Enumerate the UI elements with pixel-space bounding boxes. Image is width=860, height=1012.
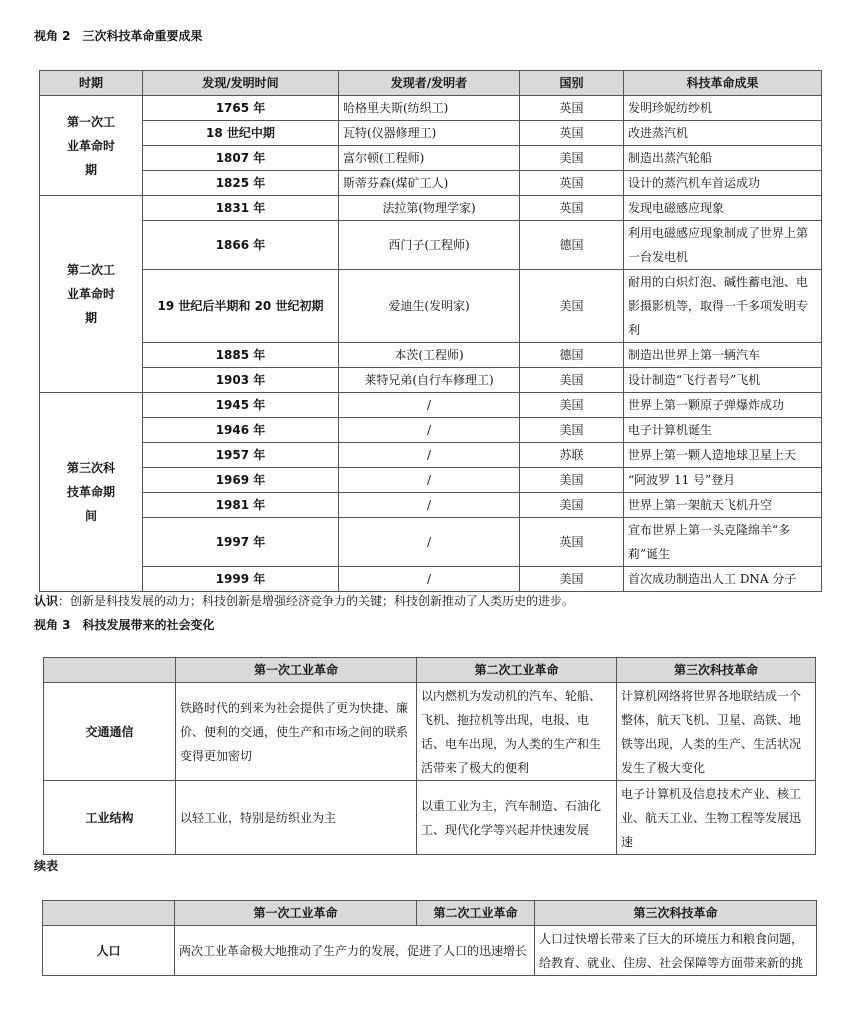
time-cell: 1981 年	[143, 493, 339, 518]
table-row	[40, 567, 822, 592]
time-cell: 1765 年	[143, 96, 339, 121]
table-row	[40, 443, 822, 468]
table-row	[40, 493, 822, 518]
country-cell: 英国	[520, 171, 624, 196]
achievement-cell: 世界上第一架航天飞机升空	[624, 493, 822, 518]
table-row	[40, 468, 822, 493]
inventor-cell: /	[339, 567, 520, 592]
inventor-cell: /	[339, 393, 520, 418]
note-text: ：创新是科技发展的动力；科技创新是增强经济竞争力的关键；科技创新推动了人类历史的进步。	[58, 594, 575, 608]
inventor-cell: 莱特兄弟(自行车修理工)	[339, 368, 520, 393]
table-header-row	[43, 901, 817, 926]
tech-revolution-achievements-table	[39, 70, 822, 592]
table-header-row	[40, 71, 822, 96]
achievement-cell: 改进蒸汽机	[624, 121, 822, 146]
table-row	[40, 393, 822, 418]
inventor-cell: 爱迪生(发明家)	[339, 270, 520, 343]
achievement-cell: 利用电磁感应现象制成了世界上第一台发电机	[624, 221, 822, 270]
country-cell: 美国	[520, 393, 624, 418]
table-cell: 铁路时代的到来为社会提供了更为快捷、廉价、便利的交通，使生产和市场之间的联系变得更加密切	[176, 683, 417, 781]
country-cell: 苏联	[520, 443, 624, 468]
time-cell: 1969 年	[143, 468, 339, 493]
table-cell: 两次工业革命极大地推动了生产力的发展，促进了人口的迅速增长	[175, 926, 535, 976]
country-cell: 英国	[520, 96, 624, 121]
achievement-cell: 发现电磁感应现象	[624, 196, 822, 221]
time-cell: 1903 年	[143, 368, 339, 393]
time-cell: 18 世纪中期	[143, 121, 339, 146]
achievement-cell: 宣布世界上第一头克隆绵羊“多莉”诞生	[624, 518, 822, 567]
row-label-population: 人口	[43, 926, 175, 976]
achievement-cell: 设计制造“飞行者号”飞机	[624, 368, 822, 393]
understanding-note	[34, 592, 574, 609]
inventor-cell: 法拉第(物理学家)	[339, 196, 520, 221]
col-header-third: 第三次科技革命	[535, 901, 817, 926]
achievement-cell: 耐用的白炽灯泡、碱性蓄电池、电影摄影机等，取得一千多项发明专利	[624, 270, 822, 343]
time-cell: 1946 年	[143, 418, 339, 443]
table-row	[40, 146, 822, 171]
achievement-cell: 首次成功制造出人工 DNA 分子	[624, 567, 822, 592]
time-cell: 1999 年	[143, 567, 339, 592]
table-row	[40, 368, 822, 393]
inventor-cell: /	[339, 468, 520, 493]
table-row	[40, 171, 822, 196]
population-table	[42, 900, 817, 976]
time-cell: 1945 年	[143, 393, 339, 418]
inventor-cell: 瓦特(仪器修理工)	[339, 121, 520, 146]
time-cell: 1885 年	[143, 343, 339, 368]
table-row	[43, 926, 817, 976]
inventor-cell: /	[339, 418, 520, 443]
col-header-second: 第二次工业革命	[417, 658, 617, 683]
period-cell: 第二次工业革命时期	[40, 196, 143, 393]
section2-title: 视角 2 三次科技革命重要成果	[34, 29, 203, 43]
row-label-transport: 交通通信	[44, 683, 176, 781]
table-row	[40, 518, 822, 567]
time-cell: 1831 年	[143, 196, 339, 221]
table-row	[40, 418, 822, 443]
achievement-cell: 世界上第一颗人造地球卫星上天	[624, 443, 822, 468]
time-cell: 1807 年	[143, 146, 339, 171]
country-cell: 德国	[520, 343, 624, 368]
time-cell: 1866 年	[143, 221, 339, 270]
inventor-cell: 哈格里夫斯(纺织工)	[339, 96, 520, 121]
country-cell: 美国	[520, 468, 624, 493]
country-cell: 美国	[520, 418, 624, 443]
continued-label: 续表	[34, 859, 59, 873]
note-label: 认识	[34, 594, 59, 608]
table-cell: 以内燃机为发动机的汽车、轮船、飞机、拖拉机等出现，电报、电话、电车出现，为人类的生产和生活带来了极大的便利	[417, 683, 617, 781]
time-cell: 1997 年	[143, 518, 339, 567]
achievement-cell: 电子计算机诞生	[624, 418, 822, 443]
inventor-cell: /	[339, 518, 520, 567]
country-cell: 英国	[520, 518, 624, 567]
period-cell: 第一次工业革命时期	[40, 96, 143, 196]
achievement-cell: “阿波罗 11 号”登月	[624, 468, 822, 493]
table-row	[40, 196, 822, 221]
time-cell: 19 世纪后半期和 20 世纪初期	[143, 270, 339, 343]
achievement-cell: 制造出蒸汽轮船	[624, 146, 822, 171]
section3-title: 视角 3 科技发展带来的社会变化	[34, 618, 215, 632]
inventor-cell: /	[339, 443, 520, 468]
col-header-third: 第三次科技革命	[617, 658, 816, 683]
inventor-cell: 本茨(工程师)	[339, 343, 520, 368]
country-cell: 德国	[520, 221, 624, 270]
col-header-time: 发现/发明时间	[143, 71, 339, 96]
col-header-inventor: 发现者/发明者	[339, 71, 520, 96]
col-header-period: 时期	[40, 71, 143, 96]
achievement-cell: 制造出世界上第一辆汽车	[624, 343, 822, 368]
table-cell: 以重工业为主，汽车制造、石油化工、现代化学等兴起并快速发展	[417, 781, 617, 855]
table-row	[40, 221, 822, 270]
col-header-second: 第二次工业革命	[417, 901, 535, 926]
social-change-table	[43, 657, 816, 855]
col-header-achievement: 科技革命成果	[624, 71, 822, 96]
country-cell: 美国	[520, 368, 624, 393]
inventor-cell: 西门子(工程师)	[339, 221, 520, 270]
table-row	[40, 121, 822, 146]
col-header-blank	[43, 901, 175, 926]
achievement-cell: 发明珍妮纺纱机	[624, 96, 822, 121]
col-header-first: 第一次工业革命	[176, 658, 417, 683]
country-cell: 美国	[520, 146, 624, 171]
country-cell: 美国	[520, 270, 624, 343]
period-cell: 第三次科技革命期间	[40, 393, 143, 592]
inventor-cell: /	[339, 493, 520, 518]
col-header-first: 第一次工业革命	[175, 901, 417, 926]
table-row	[44, 683, 816, 781]
inventor-cell: 富尔顿(工程师)	[339, 146, 520, 171]
table-row	[40, 270, 822, 343]
table-cell: 电子计算机及信息技术产业、核工业、航天工业、生物工程等发展迅速	[617, 781, 816, 855]
col-header-blank	[44, 658, 176, 683]
col-header-country: 国别	[520, 71, 624, 96]
inventor-cell: 斯蒂芬森(煤矿工人)	[339, 171, 520, 196]
achievement-cell: 世界上第一颗原子弹爆炸成功	[624, 393, 822, 418]
table-row	[44, 781, 816, 855]
time-cell: 1957 年	[143, 443, 339, 468]
country-cell: 美国	[520, 493, 624, 518]
country-cell: 英国	[520, 121, 624, 146]
table-cell: 计算机网络将世界各地联结成一个整体，航天飞机、卫星、高铁、地铁等出现，人类的生产、生活状况发生了极大变化	[617, 683, 816, 781]
achievements-body	[40, 96, 822, 592]
table-cell: 以轻工业，特别是纺织业为主	[176, 781, 417, 855]
achievement-cell: 设计的蒸汽机车首运成功	[624, 171, 822, 196]
country-cell: 美国	[520, 567, 624, 592]
country-cell: 英国	[520, 196, 624, 221]
table-cell: 人口过快增长带来了巨大的环境压力和粮食问题，给教育、就业、住房、社会保障等方面带来新的挑	[535, 926, 817, 976]
row-label-industry: 工业结构	[44, 781, 176, 855]
table-row	[40, 96, 822, 121]
table-row	[40, 343, 822, 368]
table-header-row	[44, 658, 816, 683]
time-cell: 1825 年	[143, 171, 339, 196]
